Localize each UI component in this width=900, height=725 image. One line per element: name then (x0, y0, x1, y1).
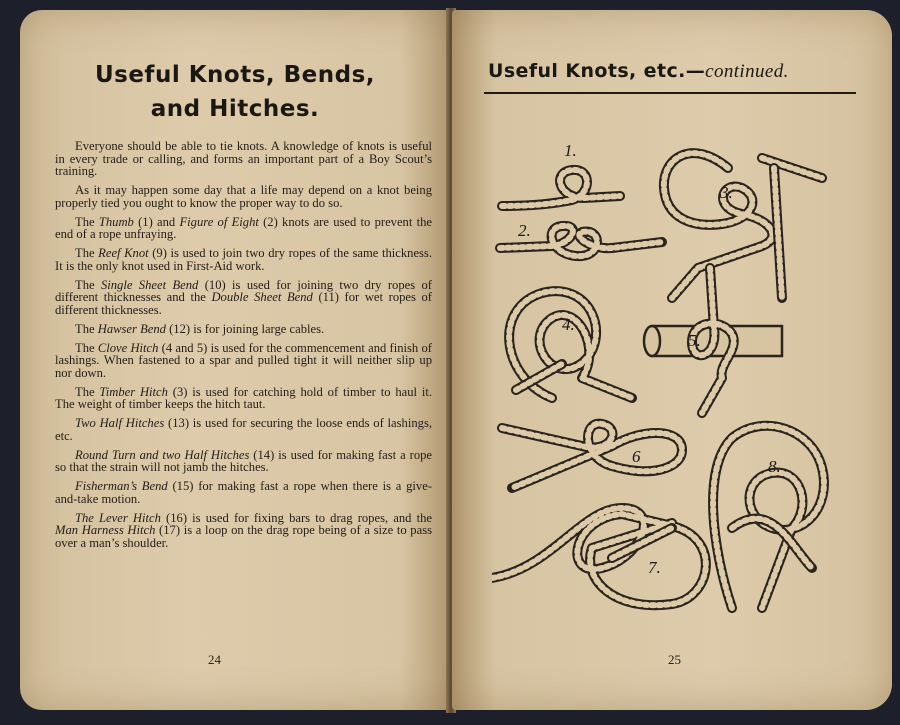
knot-3-illustration (664, 153, 822, 298)
knot-label-2: 2. (518, 221, 531, 240)
knot-5-illustration (644, 268, 782, 413)
title-main: Useful Knots, etc.— (488, 60, 706, 82)
knot-label-8: 8. (768, 457, 781, 476)
page-number-left: 24 (208, 652, 221, 667)
paragraph-text: (3) is used for catching hold of timber to haul it. The weight of timber keeps the hitch taut. (55, 384, 432, 411)
paragraph-text: (1) and (133, 214, 180, 229)
page-title-continued (488, 60, 789, 83)
knot-name: Timber Hitch (99, 384, 168, 399)
knot-label-7: 7. (648, 558, 661, 577)
body-text (55, 140, 432, 556)
knot-label-3: 3. (720, 183, 733, 202)
page-number-right: 25 (668, 652, 681, 667)
paragraph-text: The (75, 214, 99, 229)
knot-4-illustration (509, 291, 632, 398)
paragraph-text: (11) for wet ropes of different thicknesses. (55, 290, 432, 317)
paragraph-text: (16) is used for fixing bars to drag ropes, and the (160, 510, 433, 525)
title-line-1: Useful Knots, Bends, (94, 62, 376, 88)
paragraph-text: Everyone should be able to tie knots. A knowledge of knots is useful in every trade or calling, and forms an important part of a Boy Scout’s training. (55, 139, 432, 178)
right-page (452, 10, 892, 710)
paragraph-text: (17) is a loop on the drag rope being of a size to pass over a man’s shoulder. (55, 523, 433, 550)
knot-name: Fisherman’s Bend (75, 479, 168, 493)
body-paragraph (55, 140, 432, 178)
page-title (50, 58, 420, 126)
knot-name: Round Turn and two Half Hitches (75, 447, 250, 462)
knot-name: Thumb (98, 214, 134, 229)
body-paragraph (55, 480, 432, 505)
paragraph-text: (4 and 5) is used for the commencement and finish of lashings. When fastened to a spar and pulled tight it will neither slip up nor down. (55, 340, 432, 380)
knot-illustrations (492, 128, 892, 628)
spar-end (644, 326, 660, 356)
knot-1-illustration (502, 141, 620, 206)
paragraph-text: (9) is used to join two dry ropes of the same thickness. It is the only knot used in First-Aid work. (55, 246, 432, 273)
body-paragraph (55, 512, 432, 550)
body-paragraph (55, 342, 432, 380)
left-page (20, 10, 450, 710)
body-paragraph (55, 386, 432, 411)
knot-7-illustration (492, 508, 706, 605)
title-continued: continued. (705, 61, 789, 82)
knot-label-1: 1. (564, 141, 577, 160)
paragraph-text: (10) is used for joining two dry ropes of different thicknesses and the (55, 277, 432, 304)
body-paragraph (55, 323, 432, 336)
paragraph-text: The (75, 321, 98, 336)
paragraph-text: (15) for making fast a rope when there is a give-and-take motion. (55, 479, 432, 506)
knot-name: Double Sheet Bend (211, 290, 313, 304)
knot-name: Clove Hitch (97, 340, 159, 355)
paragraph-text: (14) is used for making fast a rope so that the strain will not jamb the hitches. (55, 447, 432, 474)
knot-name: Two Half Hitches (75, 416, 165, 430)
paragraph-text: (13) is used for securing the loose ends of lashings, etc. (55, 416, 432, 443)
paragraph-text: As it may happen some day that a life may depend on a knot being properly tied you ought to know the proper way to do so. (55, 183, 432, 210)
knot-name: Man Harness Hitch (55, 523, 156, 537)
title-line-2: and Hitches. (150, 96, 320, 122)
paragraph-text: The (75, 277, 101, 292)
knot-name: Hawser Bend (97, 321, 166, 336)
body-paragraph (55, 279, 432, 317)
knot-label-4: 4. (562, 315, 575, 334)
knot-2-illustration (500, 221, 662, 256)
paragraph-text: The (75, 246, 99, 260)
body-paragraph (55, 417, 432, 442)
paragraph-text: (12) is for joining large cables. (165, 321, 325, 336)
body-paragraph (55, 184, 432, 209)
knot-6-illustration (502, 424, 682, 488)
knot-label-5: 5. (688, 331, 701, 350)
paragraph-text: The (75, 340, 98, 355)
paragraph-text: (2) knots are used to prevent the end of a rope unfraying. (55, 214, 432, 241)
paragraph-text: The (75, 384, 100, 399)
body-paragraph (55, 247, 432, 272)
knot-name: Single Sheet Bend (100, 277, 199, 292)
knot-name: Reef Knot (98, 246, 149, 260)
body-paragraph (55, 216, 432, 241)
title-rule (484, 92, 856, 94)
knot-8-illustration (713, 426, 824, 608)
body-paragraph (55, 449, 432, 474)
knot-name: The Lever Hitch (75, 510, 161, 525)
knot-label-6: 6 (632, 447, 641, 466)
knot-name: Figure of Eight (179, 214, 259, 229)
